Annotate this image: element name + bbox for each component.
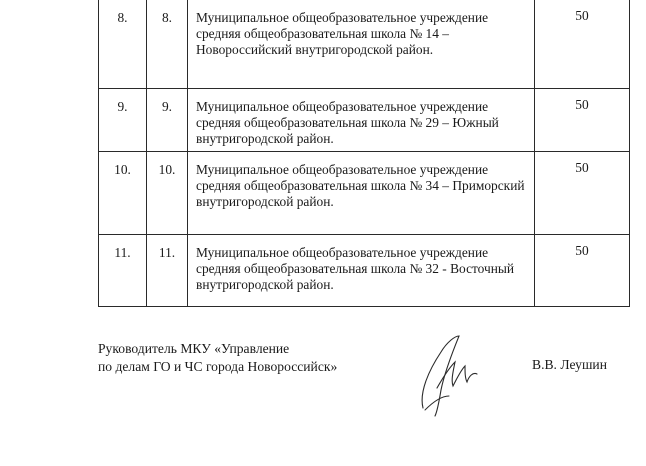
institution-name: Муниципальное общеобразовательное учреждение средняя общеобразовательная школа № 32 - Восточный внутригородской район. [188, 234, 535, 306]
signatory-position [98, 340, 337, 376]
table-row [99, 88, 630, 151]
row-number: 8. [99, 0, 147, 88]
handwritten-signature [415, 330, 485, 420]
quantity: 50 [535, 234, 630, 306]
quantity: 50 [535, 88, 630, 151]
row-number: 9. [99, 88, 147, 151]
position-line-1: Руководитель МКУ «Управление [98, 341, 290, 356]
quantity: 50 [535, 0, 630, 88]
table-row [99, 151, 630, 234]
table-row [99, 234, 630, 306]
institution-name: Муниципальное общеобразовательное учреждение средняя общеобразовательная школа № 29 – Южный внутригородской район. [188, 88, 535, 151]
institution-name: Муниципальное общеобразовательное учреждение средняя общеобразовательная школа № 14 – Новороссийский внутригородской район. [188, 0, 535, 88]
row-subnumber: 10. [147, 151, 188, 234]
institution-name: Муниципальное общеобразовательное учреждение средняя общеобразовательная школа № 34 – Приморский внутригородской район. [188, 151, 535, 234]
row-number: 11. [99, 234, 147, 306]
table-row [99, 0, 630, 88]
row-subnumber: 9. [147, 88, 188, 151]
position-line-2: по делам ГО и ЧС города Новороссийск» [98, 359, 338, 374]
row-number: 10. [99, 151, 147, 234]
quantity: 50 [535, 151, 630, 234]
row-subnumber: 8. [147, 0, 188, 88]
schools-table [98, 0, 630, 307]
signer-name: В.В. Леушин [532, 357, 607, 372]
row-subnumber: 11. [147, 234, 188, 306]
